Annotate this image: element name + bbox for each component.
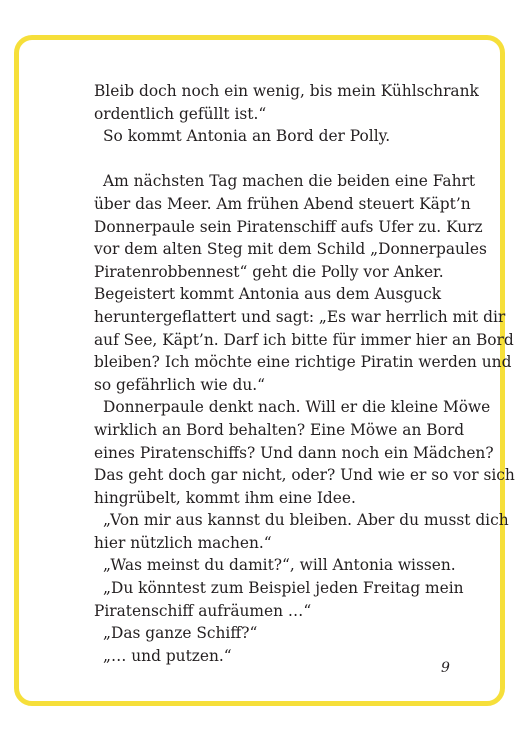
- text-line: so gefährlich wie du.“: [94, 375, 266, 394]
- text-line: „… und putzen.“: [103, 646, 232, 665]
- text-line: Begeistert kommt Antonia aus dem Ausguck: [94, 285, 442, 304]
- text-line: Bleib doch noch ein wenig, bis mein Kühlschrank: [94, 82, 479, 100]
- text-line: Piratenrobbennest“ geht die Polly vor Anker.: [94, 262, 444, 281]
- text-line: heruntergeflattert und sagt: „Es war herrlich mit dir: [94, 307, 506, 326]
- paragraph-gap: [94, 148, 464, 171]
- text-line: hingrübelt, kommt ihm eine Idee.: [94, 488, 356, 507]
- text-line: hier nützlich machen.“: [94, 533, 272, 552]
- text-line: Das geht doch gar nicht, oder? Und wie er so vor sich: [94, 466, 515, 485]
- text-line: ordentlich gefüllt ist.“: [94, 104, 267, 123]
- page-number: 9: [441, 660, 450, 676]
- text-line: „Das ganze Schiff?“: [103, 624, 258, 643]
- text-line: bleiben? Ich möchte eine richtige Piratin werden und: [94, 353, 512, 372]
- text-line: So kommt Antonia an Bord der Polly.: [103, 127, 391, 146]
- text-line: Piratenschiff aufräumen …“: [94, 601, 312, 620]
- text-line: über das Meer. Am frühen Abend steuert Käpt’n: [94, 194, 471, 213]
- text-line: „Von mir aus kannst du bleiben. Aber du musst dich: [103, 511, 509, 530]
- text-line: Donnerpaule denkt nach. Will er die kleine Möwe: [103, 398, 491, 417]
- text-line: Donnerpaule sein Piratenschiff aufs Ufer zu. Kurz: [94, 217, 483, 236]
- text-line: auf See, Käpt’n. Darf ich bitte für immer hier an Bord: [94, 330, 514, 349]
- text-line: wirklich an Bord behalten? Eine Möwe an Bord: [94, 420, 465, 439]
- text-line: „Du könntest zum Beispiel jeden Freitag mein: [103, 579, 464, 598]
- text-line: vor dem alten Steg mit dem Schild „Donnerpaules: [94, 240, 487, 259]
- text-line: „Was meinst du damit?“, will Antonia wissen.: [103, 556, 456, 575]
- text-line: Am nächsten Tag machen die beiden eine Fahrt: [103, 172, 476, 191]
- body-text: [94, 80, 515, 667]
- text-line: eines Piratenschiffs? Und dann noch ein Mädchen?: [94, 443, 494, 462]
